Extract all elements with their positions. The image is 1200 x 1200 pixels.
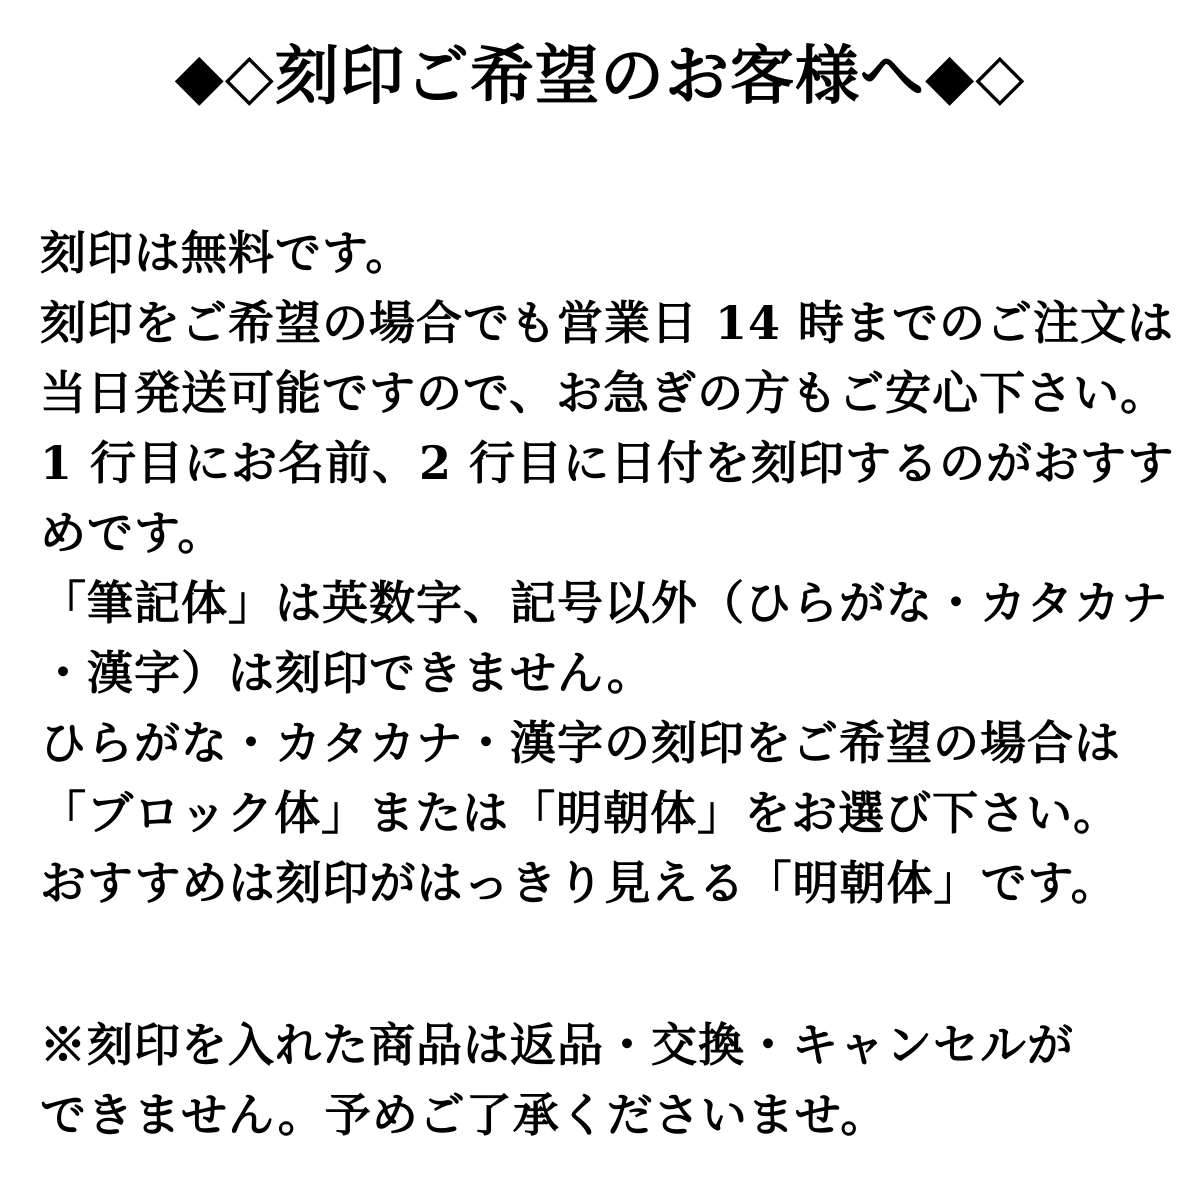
page-title: ◆◇刻印ご希望のお客様へ◆◇ (174, 39, 1026, 114)
body-line: おすすめは刻印がはっきり見える「明朝体」です。 (40, 856, 1118, 910)
note-line: ※刻印を入れた商品は返品・交換・キャンセルが (40, 1018, 1074, 1072)
body-line: 刻印をご希望の場合でも営業日 14 時までのご注文は (40, 296, 1175, 350)
body-line: めです。 (40, 506, 225, 560)
body-line: ・漢字）は刻印できません。 (40, 646, 654, 700)
body-line: 「筆記体」は英数字、記号以外（ひらがな・カタカナ (40, 576, 1168, 630)
body-line: ひらがな・カタカナ・漢字の刻印をご希望の場合は (40, 716, 1121, 770)
paragraph-spacer (40, 918, 1170, 1010)
note-line: できません。予めご了承くださいませ。 (40, 1088, 888, 1142)
body-line: 「ブロック体」または「明朝体」をお選び下さい。 (40, 786, 1121, 840)
body-line: 刻印は無料です。 (40, 226, 413, 280)
body-line: 1 行目にお名前、2 行目に日付を刻印するのがおすす (40, 436, 1175, 490)
notice-body (40, 218, 1175, 1150)
body-line: 当日発送可能ですので、お急ぎの方もご安心下さい。 (40, 366, 1168, 420)
